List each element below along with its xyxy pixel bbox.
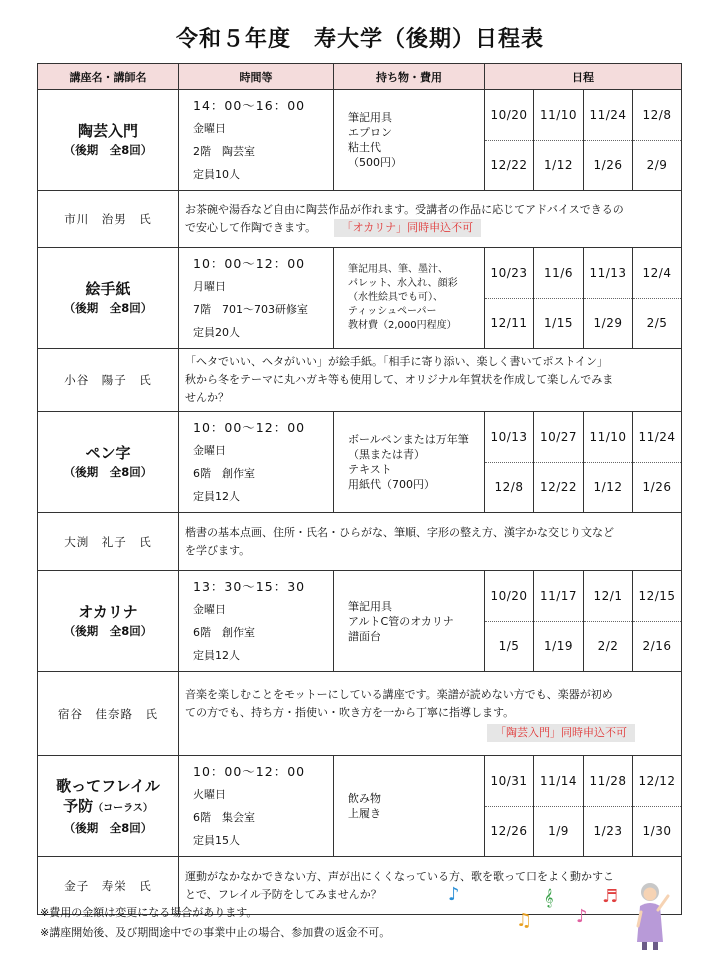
course-name: 歌ってフレイル [56,776,160,795]
course-item: 上履き [348,807,381,820]
course-time-cell [179,412,334,513]
course-row [38,90,682,141]
description-line: ての方でも、持ち方・指使い・吹き方を一から丁寧に指導します。 [185,705,515,719]
course-item: ボールペンまたは万年筆 [348,433,469,446]
session-date: 1/29 [584,298,633,349]
course-time: 14：00～16：00 [193,98,306,113]
singer-illustration-icon [628,880,672,952]
course-description [179,672,682,756]
course-item: 筆記用具 [348,599,392,613]
session-date: 10/27 [534,412,584,463]
course-item: 粘土代 [348,141,381,154]
course-day: 金曜日 [193,122,226,135]
course-item: 飲み物 [348,792,381,805]
course-items-cell [334,248,485,349]
session-date: 12/4 [633,248,682,299]
music-note-icon: ♬ [602,886,619,907]
description-line: 秋から冬をテーマに丸ハガキ等も使用して、オリジナル年賀状を作成して楽しんでみま [185,373,614,386]
session-date: 11/24 [633,412,682,463]
header-items: 持ち物・費用 [334,64,485,90]
session-date: 12/15 [633,571,682,622]
teacher-name: 宿谷 佳奈路 氏 [38,672,179,756]
course-room: 6階 集会室 [193,811,255,824]
music-note-icon: ♪ [448,884,460,905]
course-capacity: 定員10人 [193,168,240,181]
course-capacity: 定員12人 [193,649,240,662]
course-item: 教材費（2,000円程度） [348,320,457,331]
course-items-cell [334,90,485,191]
session-date: 12/22 [534,462,584,513]
description-line: で安心して作陶できます。 [185,221,317,234]
description-line: せんか？ [185,391,229,404]
course-description [179,349,682,412]
session-date: 12/8 [633,90,682,141]
course-name-sub: （コーラス） [93,802,153,814]
course-description [179,191,682,248]
course-room: 6階 創作室 [193,467,255,480]
course-time-cell [179,248,334,349]
footer-note: ※費用の金額は変更になる場合があります。 [40,906,258,919]
description-line: 音楽を楽しむことをモットーにしている講座です。楽譜が読めない方でも、楽器が初め [185,687,613,701]
course-time: 10：00～12：00 [193,256,306,271]
treble-clef-icon: 𝄞 [544,888,554,907]
course-name: ペン字 [85,444,131,462]
course-name: 陶芸入門 [77,122,138,140]
header-time: 時間等 [179,64,334,90]
course-term: （後期 全8回） [63,465,153,479]
session-date: 1/26 [633,462,682,513]
session-date: 1/23 [584,806,633,857]
course-term: （後期 全8回） [63,143,153,157]
header-course: 講座名・講師名 [38,64,179,90]
course-name-cell [38,412,179,513]
course-row [38,571,682,622]
session-date: 10/20 [485,90,534,141]
session-date: 2/2 [584,621,633,672]
course-items-cell [334,412,485,513]
course-room: 6階 創作室 [193,626,255,639]
course-term: （後期 全8回） [63,820,153,835]
session-date: 2/16 [633,621,682,672]
session-date: 10/13 [485,412,534,463]
course-name: オカリナ [78,603,138,621]
session-date: 10/20 [485,571,534,622]
session-date: 1/12 [534,140,584,191]
course-time-cell [179,756,334,857]
course-name: 絵手紙 [85,280,131,298]
course-day: 金曜日 [193,444,226,457]
course-row [38,412,682,463]
teacher-name: 金子 寿栄 氏 [38,857,179,915]
session-date: 1/19 [534,621,584,672]
course-day: 火曜日 [193,788,226,801]
course-description [179,513,682,571]
teacher-name: 大渕 礼子 氏 [38,513,179,571]
course-item: 筆記用具 [348,111,392,124]
session-date: 11/17 [534,571,584,622]
course-time-cell [179,571,334,672]
session-date: 12/11 [485,298,534,349]
course-items-cell [334,756,485,857]
concurrent-note: 「陶芸入門」同時申込不可 [487,724,635,742]
course-day: 金曜日 [193,603,226,616]
session-date: 11/6 [534,248,584,299]
course-item: （500円） [348,156,402,169]
course-item: テキスト [348,463,392,476]
course-name-cell [38,571,179,672]
course-item: アルトC管のオカリナ [348,614,454,628]
course-time: 13：30～15：30 [193,579,306,594]
course-capacity: 定員12人 [193,490,240,503]
schedule-table [37,63,682,915]
course-item: パレット、水入れ、顔彩 [348,278,458,289]
session-date: 1/26 [584,140,633,191]
session-date: 2/9 [633,140,682,191]
session-date: 11/14 [534,756,584,807]
session-date: 12/26 [485,806,534,857]
course-item: エプロン [348,126,392,139]
course-item: 筆記用具、筆、墨汁、 [348,264,448,275]
course-item: ティッシュペーパー [348,306,437,317]
course-item: （水性絵具でも可）、 [348,292,443,303]
course-term: （後期 全8回） [63,301,153,315]
course-time: 10：00～12：00 [193,420,306,435]
description-line: 「ヘタでいい、ヘタがいい」が絵手紙。「相手に寄り添い、楽しく書いてポストイン」 [185,355,608,368]
course-row [38,756,682,807]
concurrent-note: 「オカリナ」同時申込不可 [334,219,481,237]
session-date: 12/1 [584,571,633,622]
course-item: 用紙代（700円） [348,478,435,491]
teacher-name: 小谷 陽子 氏 [38,349,179,412]
session-date: 1/9 [534,806,584,857]
course-room: 2階 陶芸室 [193,145,255,158]
course-name-cell [38,248,179,349]
course-day: 月曜日 [193,280,226,293]
header-dates: 日程 [485,64,682,90]
session-date: 11/24 [584,90,633,141]
session-date: 10/23 [485,248,534,299]
page-title: 令和５年度 寿大学（後期）日程表 [175,27,544,52]
session-date: 1/30 [633,806,682,857]
description-line: 楷書の基本点画、住所・氏名・ひらがな、筆順、字形の整え方、漢字かな交じり文など [185,525,614,539]
music-note-icon: ♫ [516,910,533,931]
session-date: 1/5 [485,621,534,672]
course-time-cell [179,90,334,191]
course-item: （黒または青） [348,448,425,461]
session-date: 11/13 [584,248,633,299]
session-date: 1/15 [534,298,584,349]
footer-notes [40,903,390,943]
course-name-line2: 予防 [63,796,94,815]
course-time: 10：00～12：00 [193,764,306,779]
session-date: 12/12 [633,756,682,807]
session-date: 11/10 [584,412,633,463]
course-name-cell [38,90,179,191]
course-term: （後期 全8回） [63,624,153,638]
session-date: 10/31 [485,756,534,807]
course-items-cell [334,571,485,672]
music-note-icon: ♪ [576,906,588,927]
course-room: 7階 701～703研修室 [193,303,308,316]
session-date: 12/22 [485,140,534,191]
session-date: 11/28 [584,756,633,807]
session-date: 1/12 [584,462,633,513]
course-row [38,248,682,299]
description-line: を学びます。 [185,543,251,557]
teacher-name: 市川 治男 氏 [38,191,179,248]
course-item: 譜面台 [348,629,381,643]
description-line: お茶碗や湯呑など自由に陶芸作品が作れます。受講者の作品に応じてアドバイスできるの [185,203,624,216]
description-line: 運動がなかなかできない方、声が出にくくなっている方、歌を歌って口をよく動かすこ [185,869,614,883]
course-name-cell [38,756,179,857]
course-capacity: 定員15人 [193,834,240,847]
session-date: 12/8 [485,462,534,513]
footer-note: ※講座開始後、及び期間途中での事業中止の場合、参加費の返金不可。 [40,926,391,939]
course-capacity: 定員20人 [193,326,240,339]
session-date: 2/5 [633,298,682,349]
description-line: とで、フレイル予防をしてみませんか？ [185,887,382,901]
session-date: 11/10 [534,90,584,141]
